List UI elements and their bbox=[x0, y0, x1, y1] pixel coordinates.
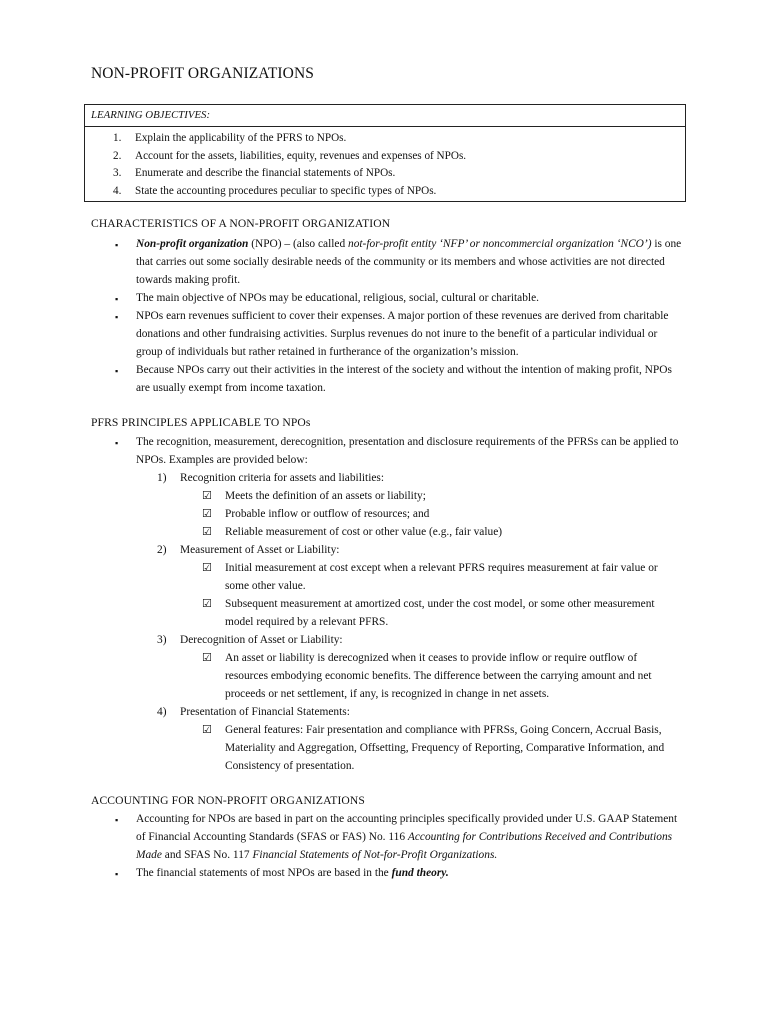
check-item bbox=[112, 721, 682, 775]
section-heading-characteristics: CHARACTERISTICS OF A NON-PROFIT ORGANIZATION bbox=[91, 217, 391, 230]
sfas-116-title: Accounting for Contributions Received and Contributions Made bbox=[136, 831, 673, 861]
square-bullet-icon: ▪ bbox=[115, 438, 119, 448]
list-item bbox=[112, 361, 682, 397]
square-bullet-icon: ▪ bbox=[115, 366, 119, 376]
npo-term: Non-profit organization bbox=[136, 238, 249, 250]
checkbox-checked-icon: ☑ bbox=[202, 507, 212, 520]
learning-objectives-box bbox=[84, 104, 686, 202]
list-item bbox=[112, 235, 682, 289]
objective-number: 2. bbox=[113, 149, 122, 162]
item-number: 3) bbox=[157, 634, 167, 646]
checkbox-checked-icon: ☑ bbox=[202, 723, 212, 736]
objective-number: 3. bbox=[113, 167, 122, 179]
list-item bbox=[112, 810, 682, 864]
checkbox-checked-icon: ☑ bbox=[202, 561, 212, 574]
checkbox-checked-icon: ☑ bbox=[202, 525, 212, 538]
learning-objectives-heading: LEARNING OBJECTIVES: bbox=[85, 105, 685, 127]
sfas-117-title: Financial Statements of Not-for-Profit Organizations. bbox=[252, 849, 498, 861]
accounting-text: Accounting for NPOs are based in part on the accounting principles specifically provided under U.S. GAAP Statement of Financial Accounting Standards (SFAS or FAS) No. 116 bbox=[136, 813, 678, 843]
pfrs-intro-text: The recognition, measurement, derecognition, presentation and disclosure requirements of the PFRSs can be applied to NPOs. Examples are provided below: bbox=[136, 436, 679, 466]
numbered-item bbox=[112, 631, 682, 649]
square-bullet-icon: ▪ bbox=[115, 815, 119, 825]
check-item bbox=[112, 487, 682, 505]
objective-text: State the accounting procedures peculiar to specific types of NPOs. bbox=[135, 184, 437, 197]
check-item-text: Probable inflow or outflow of resources; and bbox=[225, 508, 430, 520]
check-item-text: Initial measurement at cost except when a relevant PFRS requires measurement at fair value or some other value. bbox=[225, 562, 658, 592]
objective-item bbox=[85, 183, 685, 201]
objective-item bbox=[85, 130, 685, 148]
item-number: 2) bbox=[157, 544, 167, 556]
item-number: 4) bbox=[157, 706, 167, 718]
check-item-text: Subsequent measurement at amortized cost, under the cost model, or some other measurement model required by a relevant PFRS. bbox=[225, 598, 655, 628]
check-item bbox=[112, 559, 682, 595]
pfrs-list bbox=[112, 433, 682, 775]
accounting-list bbox=[112, 810, 682, 882]
check-item bbox=[112, 595, 682, 631]
objective-text: Explain the applicability of the PFRS to NPOs. bbox=[135, 132, 347, 144]
list-item bbox=[112, 433, 682, 469]
numbered-item bbox=[112, 541, 682, 559]
item-title: Measurement of Asset or Liability: bbox=[180, 544, 340, 556]
check-item-text: An asset or liability is derecognized when it ceases to provide inflow or require outflow of resources embodying economic benefits. The difference between the carrying amount and net proceeds or net settlement, if any, is recognized in change in net assets. bbox=[225, 652, 652, 700]
item-title: Recognition criteria for assets and liabilities: bbox=[180, 472, 385, 484]
characteristics-list bbox=[112, 235, 682, 397]
item-title: Presentation of Financial Statements: bbox=[180, 706, 350, 718]
square-bullet-icon: ▪ bbox=[115, 240, 119, 250]
section-heading-accounting: ACCOUNTING FOR NON-PROFIT ORGANIZATIONS bbox=[91, 794, 365, 807]
objective-number: 4. bbox=[113, 184, 122, 197]
accounting-text-mid: and SFAS No. 117 bbox=[161, 849, 253, 861]
square-bullet-icon: ▪ bbox=[115, 294, 119, 304]
characteristic-text: Because NPOs carry out their activities in the interest of the society and without the intention of making profit, NPOs are usually exempt from income taxation. bbox=[136, 364, 672, 394]
check-item-text: Meets the definition of an assets or liability; bbox=[225, 490, 426, 502]
numbered-item bbox=[112, 703, 682, 721]
npo-alternate-names: not-for-profit entity ‘NFP’ or noncommercial organization ‘NCO’) bbox=[348, 238, 652, 250]
item-number: 1) bbox=[157, 472, 167, 484]
characteristic-text: NPOs earn revenues sufficient to cover their expenses. A major portion of these revenues are derived from charitable donations and other fundraising activities. Surplus revenues do not inure to the benefit of a particular individual or group of individuals but rather retained in furtherance of the organization’s mission. bbox=[136, 310, 669, 358]
objective-number: 1. bbox=[113, 132, 122, 144]
objective-item bbox=[85, 165, 685, 183]
objective-item bbox=[85, 148, 685, 166]
section-heading-pfrs: PFRS PRINCIPLES APPLICABLE TO NPOs bbox=[91, 416, 311, 429]
list-item bbox=[112, 307, 682, 361]
list-item bbox=[112, 289, 682, 307]
check-item-text: Reliable measurement of cost or other value (e.g., fair value) bbox=[225, 526, 503, 538]
square-bullet-icon: ▪ bbox=[115, 869, 119, 879]
square-bullet-icon: ▪ bbox=[115, 312, 119, 322]
npo-definition-part: (NPO) – (also called bbox=[248, 238, 348, 250]
checkbox-checked-icon: ☑ bbox=[202, 597, 212, 610]
check-item bbox=[112, 505, 682, 523]
check-item-text: General features: Fair presentation and compliance with PFRSs, Going Concern, Accrual Basis, Materiality and Aggregation, Offsetting, Frequency of Reporting, Comparative Information, and Consistency of presentation. bbox=[225, 724, 665, 772]
objective-text: Account for the assets, liabilities, equity, revenues and expenses of NPOs. bbox=[135, 149, 467, 162]
npo-definition-rest: is one that carries out some socially desirable needs of the community or its members and whose activities are not directed towards making profit. bbox=[136, 238, 682, 286]
fund-theory-term: fund theory. bbox=[391, 867, 449, 879]
numbered-item bbox=[112, 469, 682, 487]
page-title: NON-PROFIT ORGANIZATIONS bbox=[91, 65, 314, 82]
fund-theory-text: The financial statements of most NPOs are based in the bbox=[136, 867, 392, 879]
checkbox-checked-icon: ☑ bbox=[202, 651, 212, 664]
list-item bbox=[112, 864, 682, 882]
characteristic-text: The main objective of NPOs may be educational, religious, social, cultural or charitable. bbox=[136, 292, 539, 304]
check-item bbox=[112, 649, 682, 703]
objective-text: Enumerate and describe the financial statements of NPOs. bbox=[135, 167, 396, 179]
learning-objectives-list bbox=[85, 127, 685, 200]
item-title: Derecognition of Asset or Liability: bbox=[180, 634, 343, 646]
check-item bbox=[112, 523, 682, 541]
checkbox-checked-icon: ☑ bbox=[202, 489, 212, 502]
